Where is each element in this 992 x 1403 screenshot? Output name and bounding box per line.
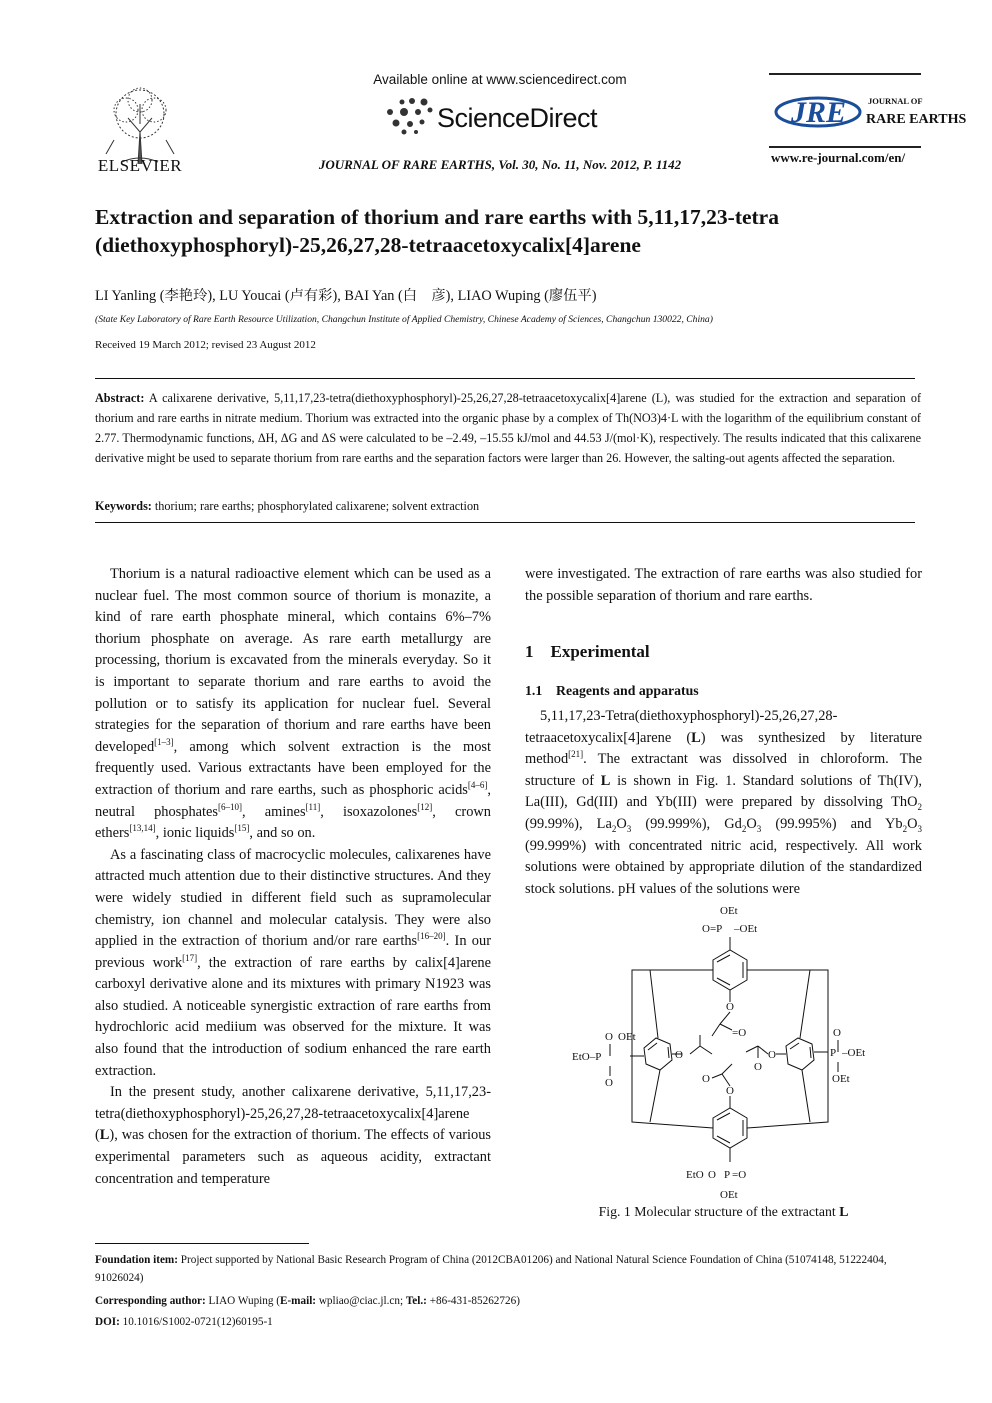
abstract: [95, 388, 921, 468]
section-heading-experimental: 1 Experimental: [525, 642, 650, 661]
benzene-ring-left: [644, 1038, 672, 1070]
received-dates: Received 19 March 2012; revised 23 August 2012: [95, 339, 316, 351]
paper-title: [95, 203, 915, 259]
paragraph-present-study: In the present study, another calixarene derivative, 5,11,17,23-tetra(diethoxyphosphoryl)-25,26,27,28-tetraacetoxycalix[4]arene (L), was chosen for the extraction of thorium. The effects of various experimental parameters such as aqueous acidity, extractant concentration and temperature: [95, 1084, 491, 1187]
body-right-column: [525, 706, 922, 900]
keywords: [95, 499, 479, 514]
label-eq-o: =O: [732, 1027, 747, 1039]
jre-journal-of-text: JOURNAL OF: [868, 96, 923, 106]
abstract-label: Abstract:: [95, 391, 145, 405]
footnote-doi: DOI: 10.1016/S1002-0721(12)60195-1: [95, 1316, 273, 1328]
citation-ref[interactable]: [12]: [417, 801, 433, 812]
available-online-text: Available online at www.sciencedirect.com: [373, 72, 627, 87]
body-right-column-top: [525, 564, 922, 607]
keywords-label: Keywords:: [95, 499, 152, 513]
paragraph-intro: Thorium is a natural radioactive element which can be used as a nuclear fuel. The most common source of thorium is monazite, a kind of rare earth phosphate mineral, which contains 6%–7% thorium phosphate on average. As rare earth metallurgy are processing, thorium is excavated from the minerals everyday. So it is important to separate thorium and rare earths to avoid the pollution or to satisfy its application for nuclear fuel. Several strategies for the separation of thorium and rare earths have been developed[1–3], among which solvent extraction is the most frequently used. Various extractants have been employed for the extraction of thorium and rare earths, such as phosphoric acids[4–6], neutral phosphates[6–10], amines[11], isoxazolones[12], crown ethers[13,14], ionic liquids[15], and so on.: [95, 566, 491, 842]
elsevier-wordmark: ELSEVIER: [97, 156, 183, 175]
benzene-ring-right: [786, 1038, 814, 1070]
paragraph-calixarenes: As a fascinating class of macrocyclic molecules, calixarenes have attracted much attention due to their distinctive structures. And they were widely studied in different field such as supramolecular chemistry, ion channel and molecular catalysis. They were also applied in the extraction of thorium and/or rare earths[16–20]. In our previous work[17], the extraction of rare earths by calix[4]arene carboxyl derivative alone and its mixtures with primary N1923 was also studied. A noticeable synergistic extraction of rare earths from hydrochloric acid mediium was observed for the mixture. It was also found that the introduction of sodium enhanced the rare earth extraction.: [95, 846, 491, 1079]
citation-ref[interactable]: [17]: [182, 952, 198, 963]
affiliation: (State Key Laboratory of Rare Earth Resource Utilization, Changchun Institute of Applied Chemistry, Chinese Academy of Sciences, Changchun 130022, China): [95, 314, 713, 325]
email-link[interactable]: wpliao@ciac.jl.cn: [318, 1295, 400, 1307]
label-eq-o: =O: [732, 1169, 747, 1181]
abstract-text: A calixarene derivative, 5,11,17,23-tetra(diethoxyphosphoryl)-25,26,27,28-tetraacetoxycalix[4]arene (L), was studied for the extraction and separation of thorium and rare earths in nitrate medium. Thorium was extracted into the organic phase by a complex of Th(NO3)4·L with the logarithm of the equilibrium constant of 2.77. Thermodynamic functions, ΔH, ΔG and ΔS were calculated to be –2.49, –15.55 kJ/mol and 44.53 J/(mol·K), respectively. The results indicated that this calixarene derivative might be used to separate thorium from rare earths and the separation factors were larger than 26. However, the salting-out agents affected the separation.: [95, 391, 921, 465]
author-list: LI Yanling (李艳玲), LU Youcai (卢有彩), BAI Yan (白 彦), LIAO Wuping (廖伍平): [95, 288, 597, 304]
subsection-heading-reagents: 1.1 Reagents and apparatus: [525, 683, 699, 698]
label-oet: OEt: [618, 1031, 636, 1043]
benzene-ring-top: [713, 950, 747, 990]
label-oet: OEt: [720, 1189, 738, 1201]
keywords-text: thorium; rare earths; phosphorylated calixarene; solvent extraction: [154, 499, 480, 513]
abstract-top-rule: [95, 378, 915, 379]
body-left-column: [95, 564, 491, 1190]
citation-ref[interactable]: [16–20]: [417, 931, 446, 942]
label-oet: –OEt: [842, 1047, 866, 1059]
journal-citation: JOURNAL OF RARE EARTHS, Vol. 30, No. 11, Nov. 2012, P. 1142: [318, 157, 682, 172]
label-eto: EtO: [686, 1169, 704, 1181]
footnote-rule: [95, 1243, 309, 1244]
sciencedirect-wordmark: ScienceDirect: [437, 103, 598, 133]
citation-ref[interactable]: [21]: [568, 749, 584, 760]
doi-link[interactable]: 10.1016/S1002-0721(12)60195-1: [122, 1316, 273, 1328]
paragraph-continued: were investigated. The extraction of rare earths was also studied for the possible separation of thorium and rare earths.: [525, 566, 922, 604]
label-oet: OEt: [720, 905, 738, 917]
title-line-1: Extraction and separation of thorium and rare earths with 5,11,17,23-tetra: [95, 205, 779, 229]
label-o: O: [605, 1077, 613, 1089]
citation-ref[interactable]: [1–3]: [154, 736, 174, 747]
citation-ref[interactable]: [11]: [305, 801, 321, 812]
label-oet: –OEt: [734, 923, 758, 935]
label-o: O: [754, 1061, 762, 1073]
foundation-label: Foundation item:: [95, 1254, 178, 1266]
jre-logo-letters: JRE: [791, 96, 847, 129]
label-o-eq-p: O=P: [702, 923, 723, 935]
jre-url[interactable]: www.re-journal.com/en/: [771, 150, 906, 165]
jre-rare-earths-text: RARE EARTHS: [866, 112, 967, 127]
label-o: O: [768, 1049, 776, 1061]
label-oet: OEt: [832, 1073, 850, 1085]
paragraph-reagents: 5,11,17,23-Tetra(diethoxyphosphoryl)-25,26,27,28-tetraacetoxycalix[4]arene (L) was synthesized by literature method[21]. The extractant was dissolved in chloroform. The structure of L is shown in Fig. 1. Standard solutions of Th(IV), La(III), Gd(III) and Yb(III) were prepared by dissolving ThO$_2$ (99.99%), $La_2O_3$ (99.999%), $Gd_2O_3$ (99.995%) and $Yb_2O_3$ (99.999%) with concentrated nitric acid, respectively. All work solutions were obtained by appropriate dilution of the standardized stock solutions. pH values of the solutions were: [525, 708, 922, 897]
label-o: O: [605, 1031, 613, 1043]
foundation-text: Project supported by National Basic Research Program of China (2012CBA01206) and National Natural Science Foundation of China (51074148, 51222404, 91026024): [95, 1254, 887, 1284]
molecular-structure-figure: [560, 900, 890, 1202]
label-o: O: [726, 1001, 734, 1013]
figure-caption: Fig. 1 Molecular structure of the extractant L: [598, 1204, 849, 1219]
label-p: P: [830, 1047, 837, 1059]
citation-ref[interactable]: [13,14]: [129, 823, 156, 834]
abstract-bottom-rule: [95, 522, 915, 523]
citation-ref[interactable]: [15]: [234, 823, 250, 834]
citation-ref[interactable]: [6–10]: [218, 801, 243, 812]
label-o: O: [726, 1085, 734, 1097]
footnote-corresponding: Corresponding author: LIAO Wuping (E-mail: wpliao@ciac.jl.cn; Tel.: +86-431-85262726): [95, 1295, 520, 1307]
label-o: O: [833, 1027, 841, 1039]
label-o: O: [708, 1169, 716, 1181]
label-o: O: [702, 1073, 710, 1085]
title-line-2: (diethoxyphosphoryl)-25,26,27,28-tetraacetoxycalix[4]arene: [95, 233, 641, 257]
jre-logo-icon: [773, 86, 863, 134]
benzene-ring-bottom: [713, 1108, 747, 1148]
citation-ref[interactable]: [4–6]: [467, 779, 488, 790]
label-o: O: [675, 1049, 683, 1061]
footnote-foundation: [95, 1251, 921, 1287]
label-p: P: [724, 1169, 731, 1181]
label-eto-p: EtO–P: [572, 1051, 602, 1063]
